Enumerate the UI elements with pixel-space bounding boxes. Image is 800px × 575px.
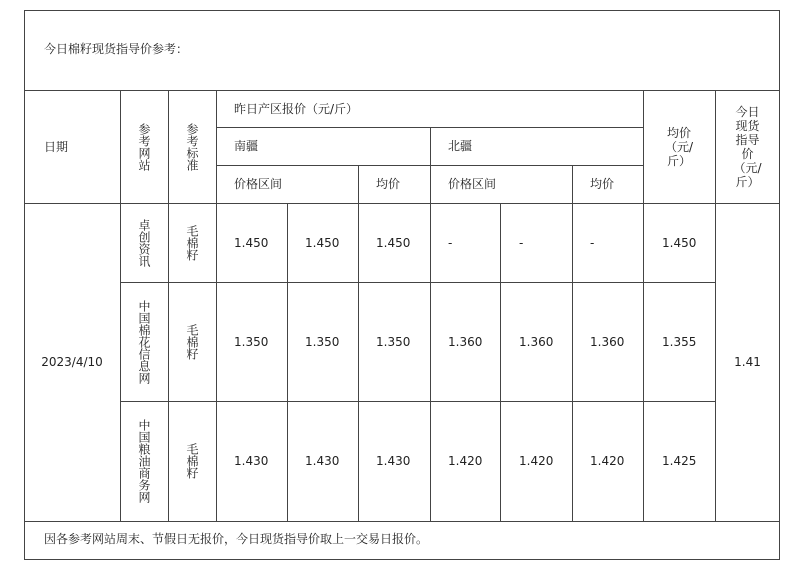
row-north-high: 1.360 xyxy=(519,334,554,349)
divider xyxy=(216,90,217,521)
row-site: 卓创资讯 xyxy=(137,218,151,267)
row-south-low: 1.350 xyxy=(234,334,269,349)
row-standard: 毛棉籽 xyxy=(185,224,199,261)
header-north: 北疆 xyxy=(448,139,473,153)
row-standard: 毛棉籽 xyxy=(185,323,199,360)
footnote: 因各参考网站周末、节假日无报价，今日现货指导价取上一交易日报价。 xyxy=(44,532,429,546)
row-north-low: - xyxy=(448,235,453,250)
page-title: 今日棉籽现货指导价参考： xyxy=(44,42,189,56)
header-south-range: 价格区间 xyxy=(234,177,283,191)
header-standard: 参考标准 xyxy=(185,122,199,171)
header-north-avg: 均价 xyxy=(590,177,615,191)
row-site: 中国棉花信息网 xyxy=(137,299,151,384)
row-south-high: 1.350 xyxy=(305,334,340,349)
row-south-high: 1.450 xyxy=(305,235,340,250)
header-north-range: 价格区间 xyxy=(448,177,497,191)
divider xyxy=(358,165,359,521)
divider xyxy=(572,165,573,521)
row-north-low: 1.360 xyxy=(448,334,483,349)
guide-price-cell: 1.41 xyxy=(734,355,761,369)
row-north-avg: 1.360 xyxy=(590,334,625,349)
row-south-high: 1.430 xyxy=(305,454,340,468)
header-prev-price: 昨日产区报价（元/斤） xyxy=(234,101,359,116)
row-south-low: 1.450 xyxy=(234,235,269,250)
divider xyxy=(287,203,288,521)
row-south-avg: 1.450 xyxy=(376,235,411,250)
header-site: 参考网站 xyxy=(137,122,151,171)
row-south-low: 1.430 xyxy=(234,454,269,468)
row-north-avg: - xyxy=(590,235,595,250)
row-site: 中国粮油商务网 xyxy=(137,419,151,503)
divider xyxy=(500,203,501,521)
header-south: 南疆 xyxy=(234,139,259,153)
row-north-high: 1.420 xyxy=(519,454,554,468)
header-guide-price: 今日 现货 指导 价 （元/ 斤） xyxy=(733,104,762,189)
header-date: 日期 xyxy=(44,139,69,154)
row-avg: 1.355 xyxy=(662,334,697,349)
row-south-avg: 1.430 xyxy=(376,454,411,468)
row-north-low: 1.420 xyxy=(448,454,483,468)
row-north-high: - xyxy=(519,235,524,250)
header-avg-price: 均价 （元/ 斤） xyxy=(664,125,694,168)
row-avg: 1.450 xyxy=(662,235,697,250)
date-cell: 2023/4/10 xyxy=(41,355,103,369)
row-avg: 1.425 xyxy=(662,454,697,468)
row-south-avg: 1.350 xyxy=(376,334,411,349)
row-north-avg: 1.420 xyxy=(590,454,625,468)
row-standard: 毛棉籽 xyxy=(185,443,199,479)
divider xyxy=(24,521,780,522)
header-south-avg: 均价 xyxy=(376,177,401,191)
